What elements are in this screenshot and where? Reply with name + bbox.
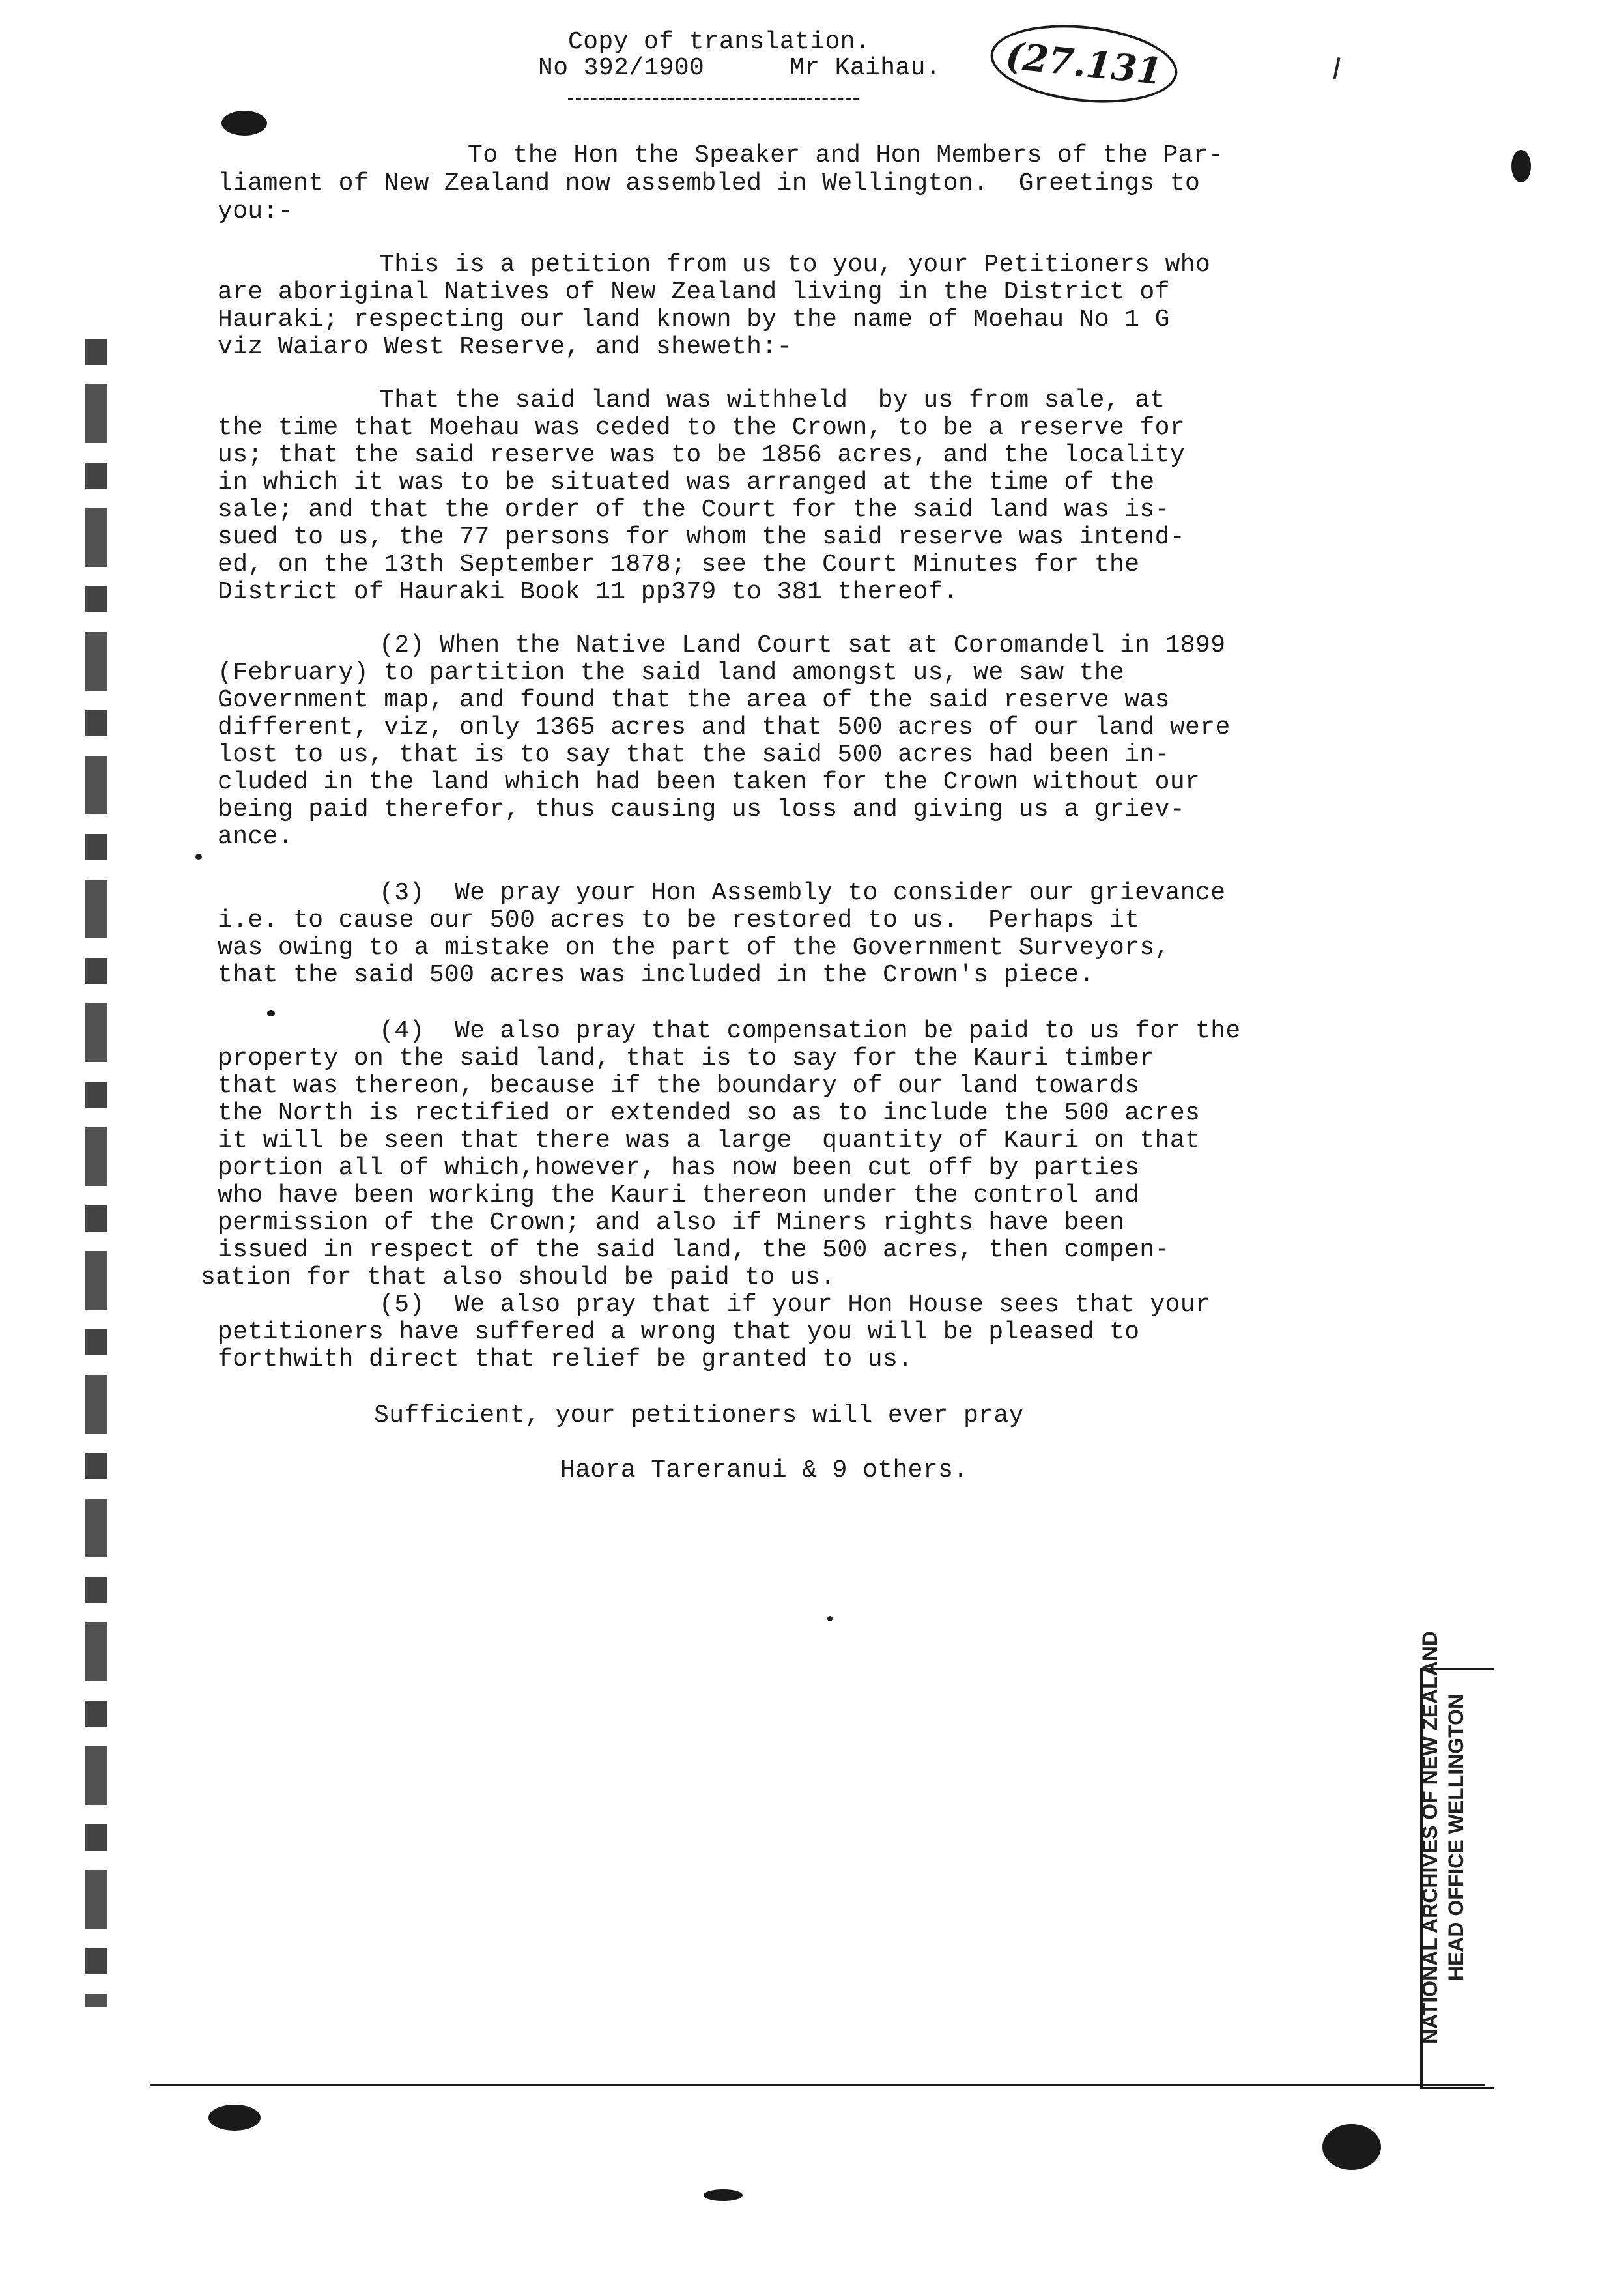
para1-line: in which it was to be situated was arranged at the time of the [218,468,1155,497]
salutation-line: you:- [218,197,294,225]
ink-speck [1322,2124,1381,2170]
para4-line: portion all of which,however, has now been cut off by parties [218,1154,1140,1182]
ink-speck [827,1616,833,1621]
signature-line: Haora Tareranui & 9 others. [560,1456,969,1484]
para3-line: was owing to a mistake on the part of the Government Surveyors, [218,934,1170,962]
para5-line: forthwith direct that relief be granted to us. [218,1346,913,1374]
ink-speck [704,2189,743,2201]
para1-line: sale; and that the order of the Court for the said land was is- [218,496,1170,524]
para2-line: (2) When the Native Land Court sat at Coromandel in 1899 [379,631,1226,659]
para3-line: (3) We pray your Hon Assembly to consider our grievance [379,879,1226,907]
para5-line: (5) We also pray that if your Hon House sees that your [379,1291,1211,1319]
intro-line: are aboriginal Natives of New Zealand living in the District of [218,278,1170,306]
para2-line: lost to us, that is to say that the said 500 acres had been in- [218,741,1170,769]
header-number: No 392/1900 [538,54,705,82]
intro-line: This is a petition from us to you, your Petitioners who [379,251,1211,279]
header-underline [568,98,859,100]
salutation-line: To the Hon the Speaker and Hon Members of the Par- [468,141,1224,169]
page-bottom-edge [150,2084,1485,2086]
intro-line: Hauraki; respecting our land known by the name of Moehau No 1 G [218,306,1170,334]
ink-speck [267,1010,275,1016]
para4-line: it will be seen that there was a large quantity of Kauri on that [218,1127,1201,1155]
para2-line: ance. [218,823,294,851]
header-member: Mr Kaihau. [790,54,941,82]
ink-speck [208,2105,261,2131]
para1-line: District of Hauraki Book 11 pp379 to 381 thereof. [218,578,958,606]
para3-line: i.e. to cause our 500 acres to be restored to us. Perhaps it [218,906,1140,934]
ink-speck [1511,150,1531,182]
ink-speck [195,854,202,860]
para2-line: being paid therefor, thus causing us loss and giving us a griev- [218,796,1186,824]
pencil-tick-mark [1333,57,1341,79]
file-reference-mark: (27.131 [987,16,1182,111]
intro-line: viz Waiaro West Reserve, and sheweth:- [218,333,792,361]
para1-line: That the said land was withheld by us from sale, at [379,386,1165,414]
archive-stamp-line1: NATIONAL ARCHIVES OF NEW ZEALAND [1418,1630,1442,2045]
header-copy-label: Copy of translation. [568,28,871,56]
closing-line: Sufficient, your petitioners will ever pray [374,1402,1024,1430]
salutation-line: liament of New Zealand now assembled in Wellington. Greetings to [218,169,1201,197]
para4-line: sation for that also should be paid to us. [201,1263,836,1291]
para1-line: us; that the said reserve was to be 1856 acres, and the locality [218,441,1186,469]
para4-line: issued in respect of the said land, the 500 acres, then compen- [218,1236,1170,1264]
para2-line: cluded in the land which had been taken for the Crown without our [218,768,1201,796]
para4-line: property on the said land, that is to say for the Kauri timber [218,1045,1155,1073]
para4-line: who have been working the Kauri thereon under the control and [218,1181,1140,1209]
para1-line: the time that Moehau was ceded to the Crown, to be a reserve for [218,414,1186,442]
para5-line: petitioners have suffered a wrong that you will be pleased to [218,1318,1140,1346]
archive-stamp-line2: HEAD OFFICE WELLINGTON [1444,1693,1468,1981]
archive-stamp [1417,1629,1469,2046]
para4-line: permission of the Crown; and also if Miners rights have been [218,1209,1125,1237]
para1-line: sued to us, the 77 persons for whom the said reserve was intend- [218,523,1186,551]
para2-line: different, viz, only 1365 acres and that 500 acres of our land were [218,713,1231,742]
ink-speck [221,111,267,136]
para4-line: (4) We also pray that compensation be paid to us for the [379,1017,1241,1045]
para2-line: (February) to partition the said land amongst us, we saw the [218,659,1125,687]
para4-line: the North is rectified or extended so as to include the 500 acres [218,1099,1201,1127]
para1-line: ed, on the 13th September 1878; see the Court Minutes for the [218,551,1140,579]
para4-line: that was thereon, because if the boundary of our land towards [218,1072,1140,1100]
para2-line: Government map, and found that the area of the said reserve was [218,686,1170,714]
para3-line: that the said 500 acres was included in the Crown's piece. [218,961,1094,989]
scan-edge-smudge [85,339,107,2007]
